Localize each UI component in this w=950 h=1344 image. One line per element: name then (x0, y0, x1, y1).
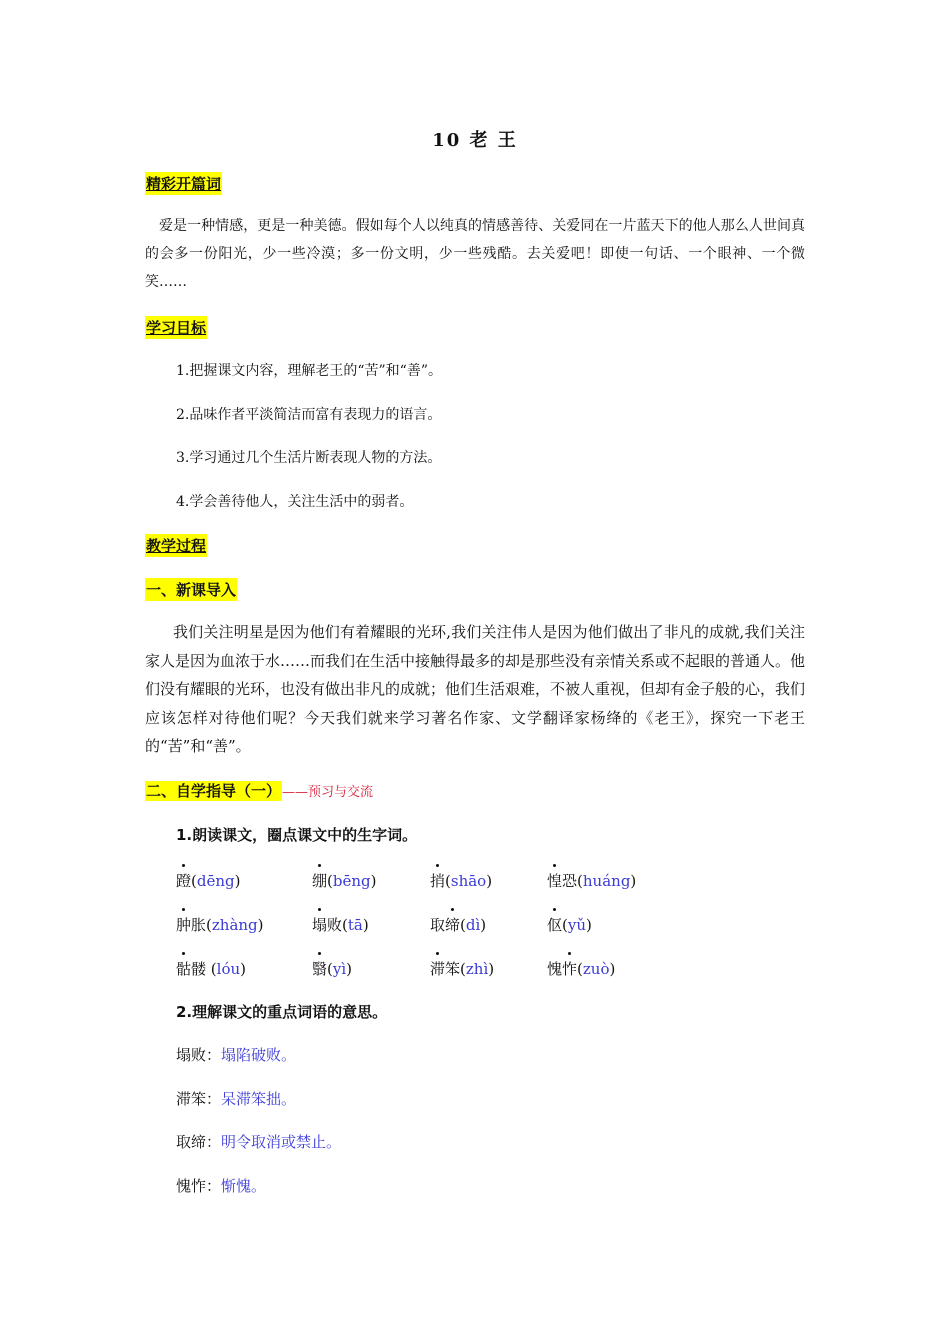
vocab-word: 骷髅 (lóu) (176, 960, 247, 978)
opening-heading: 精彩开篇词 (145, 172, 222, 195)
vocab-word: 肿胀(zhàng) (176, 916, 264, 934)
goals-heading: 学习目标 (145, 316, 207, 339)
goal-item: 2.品味作者平淡简洁而富有表现力的语言。 (176, 407, 442, 423)
vocab-word: 塌败(tā) (312, 916, 369, 934)
definition-item: 塌败：塌陷破败。 (176, 1046, 297, 1064)
vocab-word: 伛(yǔ) (547, 916, 592, 934)
goal-item: 4.学会善待他人，关注生活中的弱者。 (176, 494, 414, 510)
vocab-word: 绷(bēng) (312, 872, 377, 890)
process-heading: 教学过程 (145, 534, 207, 557)
vocab-word: 捎(shāo) (430, 872, 493, 890)
question-2: 2.理解课文的重点词语的意思。 (176, 1003, 388, 1021)
vocab-word: 愧怍(zuò) (547, 960, 616, 978)
section2-note: ——预习与交流 (282, 785, 374, 800)
vocab-word: 翳(yì) (312, 960, 353, 978)
definition-item: 愧怍：惭愧。 (176, 1177, 267, 1195)
section1-paragraph: 我们关注明星是因为他们有着耀眼的光环,我们关注伟人是因为他们做出了非凡的成就,我们关注家人是因为血浓于水……而我们在生活中接触得最多的却是那些没有亲情关系或不起眼的普通人。他们没有耀眼的光环，也没有做出非凡的成就；他们生活艰难，不被人重视，但却有金子般的心，我们应该怎样对待他们呢？今天我们就来学习著名作家、文学翻译家杨绛的《老王》，探究一下老王的“苦”和“善”。 (145, 623, 806, 755)
question-1: 1.朗读课文，圈点课文中的生字词。 (176, 826, 418, 844)
lesson-title: 10 老 王 (432, 130, 518, 151)
vocab-word: 滞笨(zhì) (430, 960, 495, 978)
section2-heading-line (145, 780, 373, 801)
vocab-word: 蹬(dēng) (176, 872, 241, 890)
opening-paragraph: 爱是一种情感，更是一种美德。假如每个人以纯真的情感善待、关爱同在一片蓝天下的他人那么人世间真的会多一份阳光，少一些冷漠；多一份文明，少一些残酷。去关爱吧！即使一句话、一个眼神、一个微笑…… (145, 218, 805, 290)
vocab-word: 惶恐(huáng) (547, 872, 637, 890)
goal-item: 1.把握课文内容，理解老王的“苦”和“善”。 (176, 363, 442, 379)
vocab-word: 取缔(dì) (430, 916, 487, 934)
section2-heading: 二、自学指导（一） (146, 782, 282, 800)
section1-heading: 一、新课导入 (145, 578, 237, 601)
goal-item: 3.学习通过几个生活片断表现人物的方法。 (176, 450, 442, 466)
definition-item: 取缔：明令取消或禁止。 (176, 1133, 342, 1151)
definition-item: 滞笨：呆滞笨拙。 (176, 1090, 297, 1108)
